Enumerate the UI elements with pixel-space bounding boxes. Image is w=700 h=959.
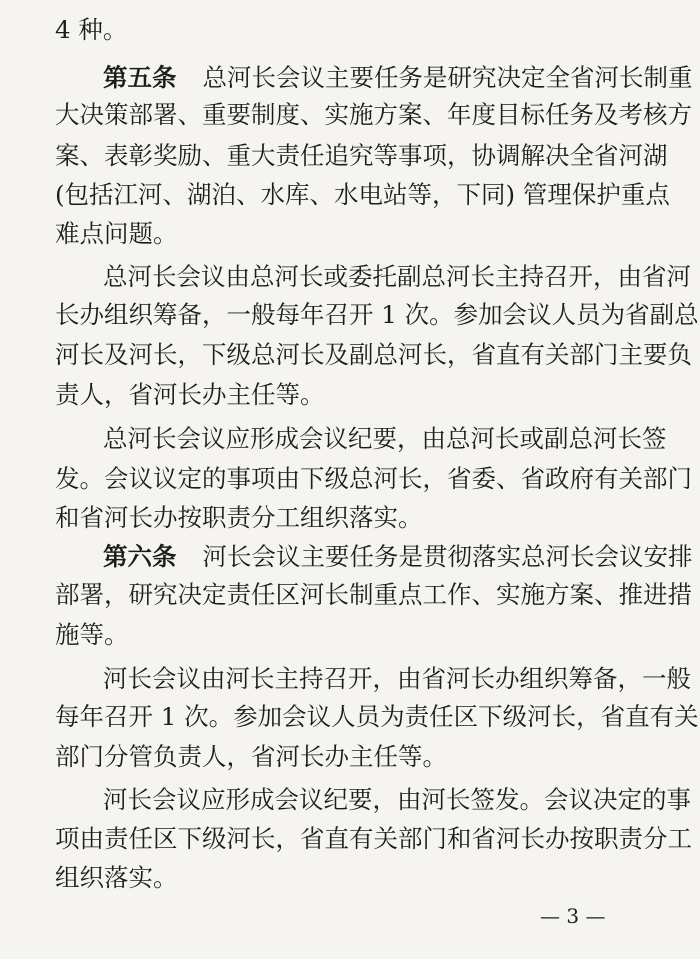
line-text: 案、表彰奖励、重大责任追究等事项，协调解决全省河湖	[55, 141, 668, 170]
article-label: 第五条	[103, 63, 177, 92]
text-line	[55, 380, 325, 409]
article-label: 第六条	[103, 542, 177, 571]
line-text: 组织落实。	[55, 863, 178, 892]
line-text: 责人，省河长办主任等。	[55, 380, 325, 409]
line-text: 总河长会议由总河长或委托副总河长主持召开，由省河	[103, 262, 691, 291]
line-text: 4 种。	[55, 15, 128, 44]
text-line	[103, 664, 691, 693]
line-text: 施等。	[55, 620, 129, 649]
line-text: 河长会议应形成会议纪要，由河长签发。会议决定的事	[103, 785, 691, 814]
line-text: 难点问题。	[55, 219, 178, 248]
text-line	[55, 15, 128, 44]
page-number: — 3 —	[540, 904, 606, 928]
article-heading-line	[103, 542, 693, 571]
line-text: 大决策部署、重要制度、实施方案、年度目标任务及考核方	[55, 100, 692, 129]
line-text: 项由责任区下级河长，省直有关部门和省河长办按职责分工	[55, 824, 692, 853]
line-text: 河长及河长，下级总河长及副总河长，省直有关部门主要负	[55, 340, 692, 369]
text-line	[55, 340, 692, 369]
text-line	[55, 742, 447, 771]
text-line	[55, 300, 699, 329]
text-line	[103, 424, 667, 453]
line-text: 发。会议议定的事项由下级总河长，省委、省政府有关部门	[55, 464, 692, 493]
line-text: 部门分管负责人，省河长办主任等。	[55, 742, 447, 771]
text-line	[55, 863, 178, 892]
text-line	[55, 503, 423, 532]
text-line	[55, 580, 692, 609]
line-text: (包括江河、湖泊、水库、水电站等，下同) 管理保护重点	[55, 180, 670, 209]
text-line	[55, 219, 178, 248]
line-text: 长办组织筹备，一般每年召开 1 次。参加会议人员为省副总	[55, 300, 699, 329]
text-line	[55, 100, 692, 129]
text-line	[55, 824, 692, 853]
text-line	[55, 141, 668, 170]
line-text: 和省河长办按职责分工组织落实。	[55, 503, 423, 532]
line-text: 河长会议主要任务是贯彻落实总河长会议安排	[202, 542, 693, 571]
line-text: 总河长会议主要任务是研究决定全省河长制重	[202, 63, 693, 92]
text-line	[55, 464, 692, 493]
text-line	[103, 262, 691, 291]
article-heading-line	[103, 63, 693, 92]
text-line	[55, 702, 699, 731]
text-line	[103, 785, 691, 814]
line-text: 总河长会议应形成会议纪要，由总河长或副总河长签	[103, 424, 667, 453]
text-line	[55, 180, 670, 209]
line-text: 部署，研究决定责任区河长制重点工作、实施方案、推进措	[55, 580, 692, 609]
line-text: 河长会议由河长主持召开，由省河长办组织筹备，一般	[103, 664, 691, 693]
line-text: 每年召开 1 次。参加会议人员为责任区下级河长，省直有关	[55, 702, 699, 731]
text-line	[55, 620, 129, 649]
